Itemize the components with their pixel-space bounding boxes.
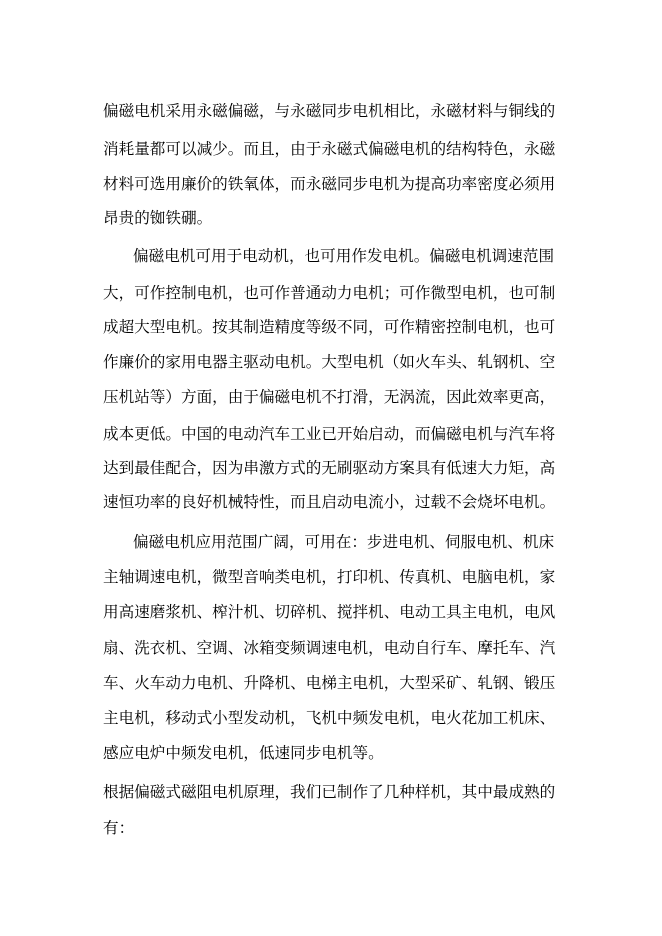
text-line: 扇、洗衣机、空调、冰箱变频调速电机，电动自行车、摩托车、汽 <box>103 639 556 657</box>
text-line: 偏磁电机应用范围广阔，可用在：步进电机、伺服电机、机床 <box>133 533 555 551</box>
text-line: 达到最佳配合，因为串激方式的无刷驱动方案具有低速大力矩，高 <box>103 459 556 477</box>
text-line: 偏磁电机可用于电动机，也可用作发电机。偏磁电机调速范围 <box>133 247 555 265</box>
text-line: 昂贵的铷铁硼。 <box>103 209 213 227</box>
text-line: 主轴调速电机，微型音响类电机，打印机、传真机、电脑电机，家 <box>103 568 556 586</box>
text-line: 消耗量都可以减少。而且，由于永磁式偏磁电机的结构特色，永磁 <box>103 140 556 158</box>
text-line: 有： <box>103 819 135 837</box>
text-line: 大，可作控制电机，也可作普通动力电机；可作微型电机，也可制 <box>103 284 556 302</box>
text-line: 压机站等）方面，由于偏磁电机不打滑，无涡流，因此效率更高， <box>103 388 556 406</box>
text-line: 车、火车动力电机、升降机、电梯主电机，大型采矿、轧钢、锻压 <box>103 674 556 692</box>
text-line: 成超大型电机。按其制造精度等级不同，可作精密控制电机，也可 <box>103 318 556 336</box>
text-line: 感应电炉中频发电机，低速同步电机等。 <box>103 744 384 762</box>
text-line: 材料可选用廉价的铁氧体，而永磁同步电机为提高功率密度必须用 <box>103 175 556 193</box>
text-line: 根据偏磁式磁阻电机原理，我们已制作了几种样机，其中最成熟的 <box>103 783 556 801</box>
text-line: 作廉价的家用电器主驱动电机。大型电机（如火车头、轧钢机、空 <box>103 353 556 371</box>
text-line: 成本更低。中国的电动汽车工业已开始启动，而偏磁电机与汽车将 <box>103 425 556 443</box>
text-line: 偏磁电机采用永磁偏磁，与永磁同步电机相比，永磁材料与铜线的 <box>103 102 556 120</box>
text-line: 主电机，移动式小型发动机，飞机中频发电机，电火花加工机床、 <box>103 709 556 727</box>
text-line: 用高速磨浆机、榨汁机、切碎机、搅拌机、电动工具主电机，电风 <box>103 603 556 621</box>
text-line: 速恒功率的良好机械特性，而且启动电流小，过载不会烧坏电机。 <box>103 493 556 511</box>
